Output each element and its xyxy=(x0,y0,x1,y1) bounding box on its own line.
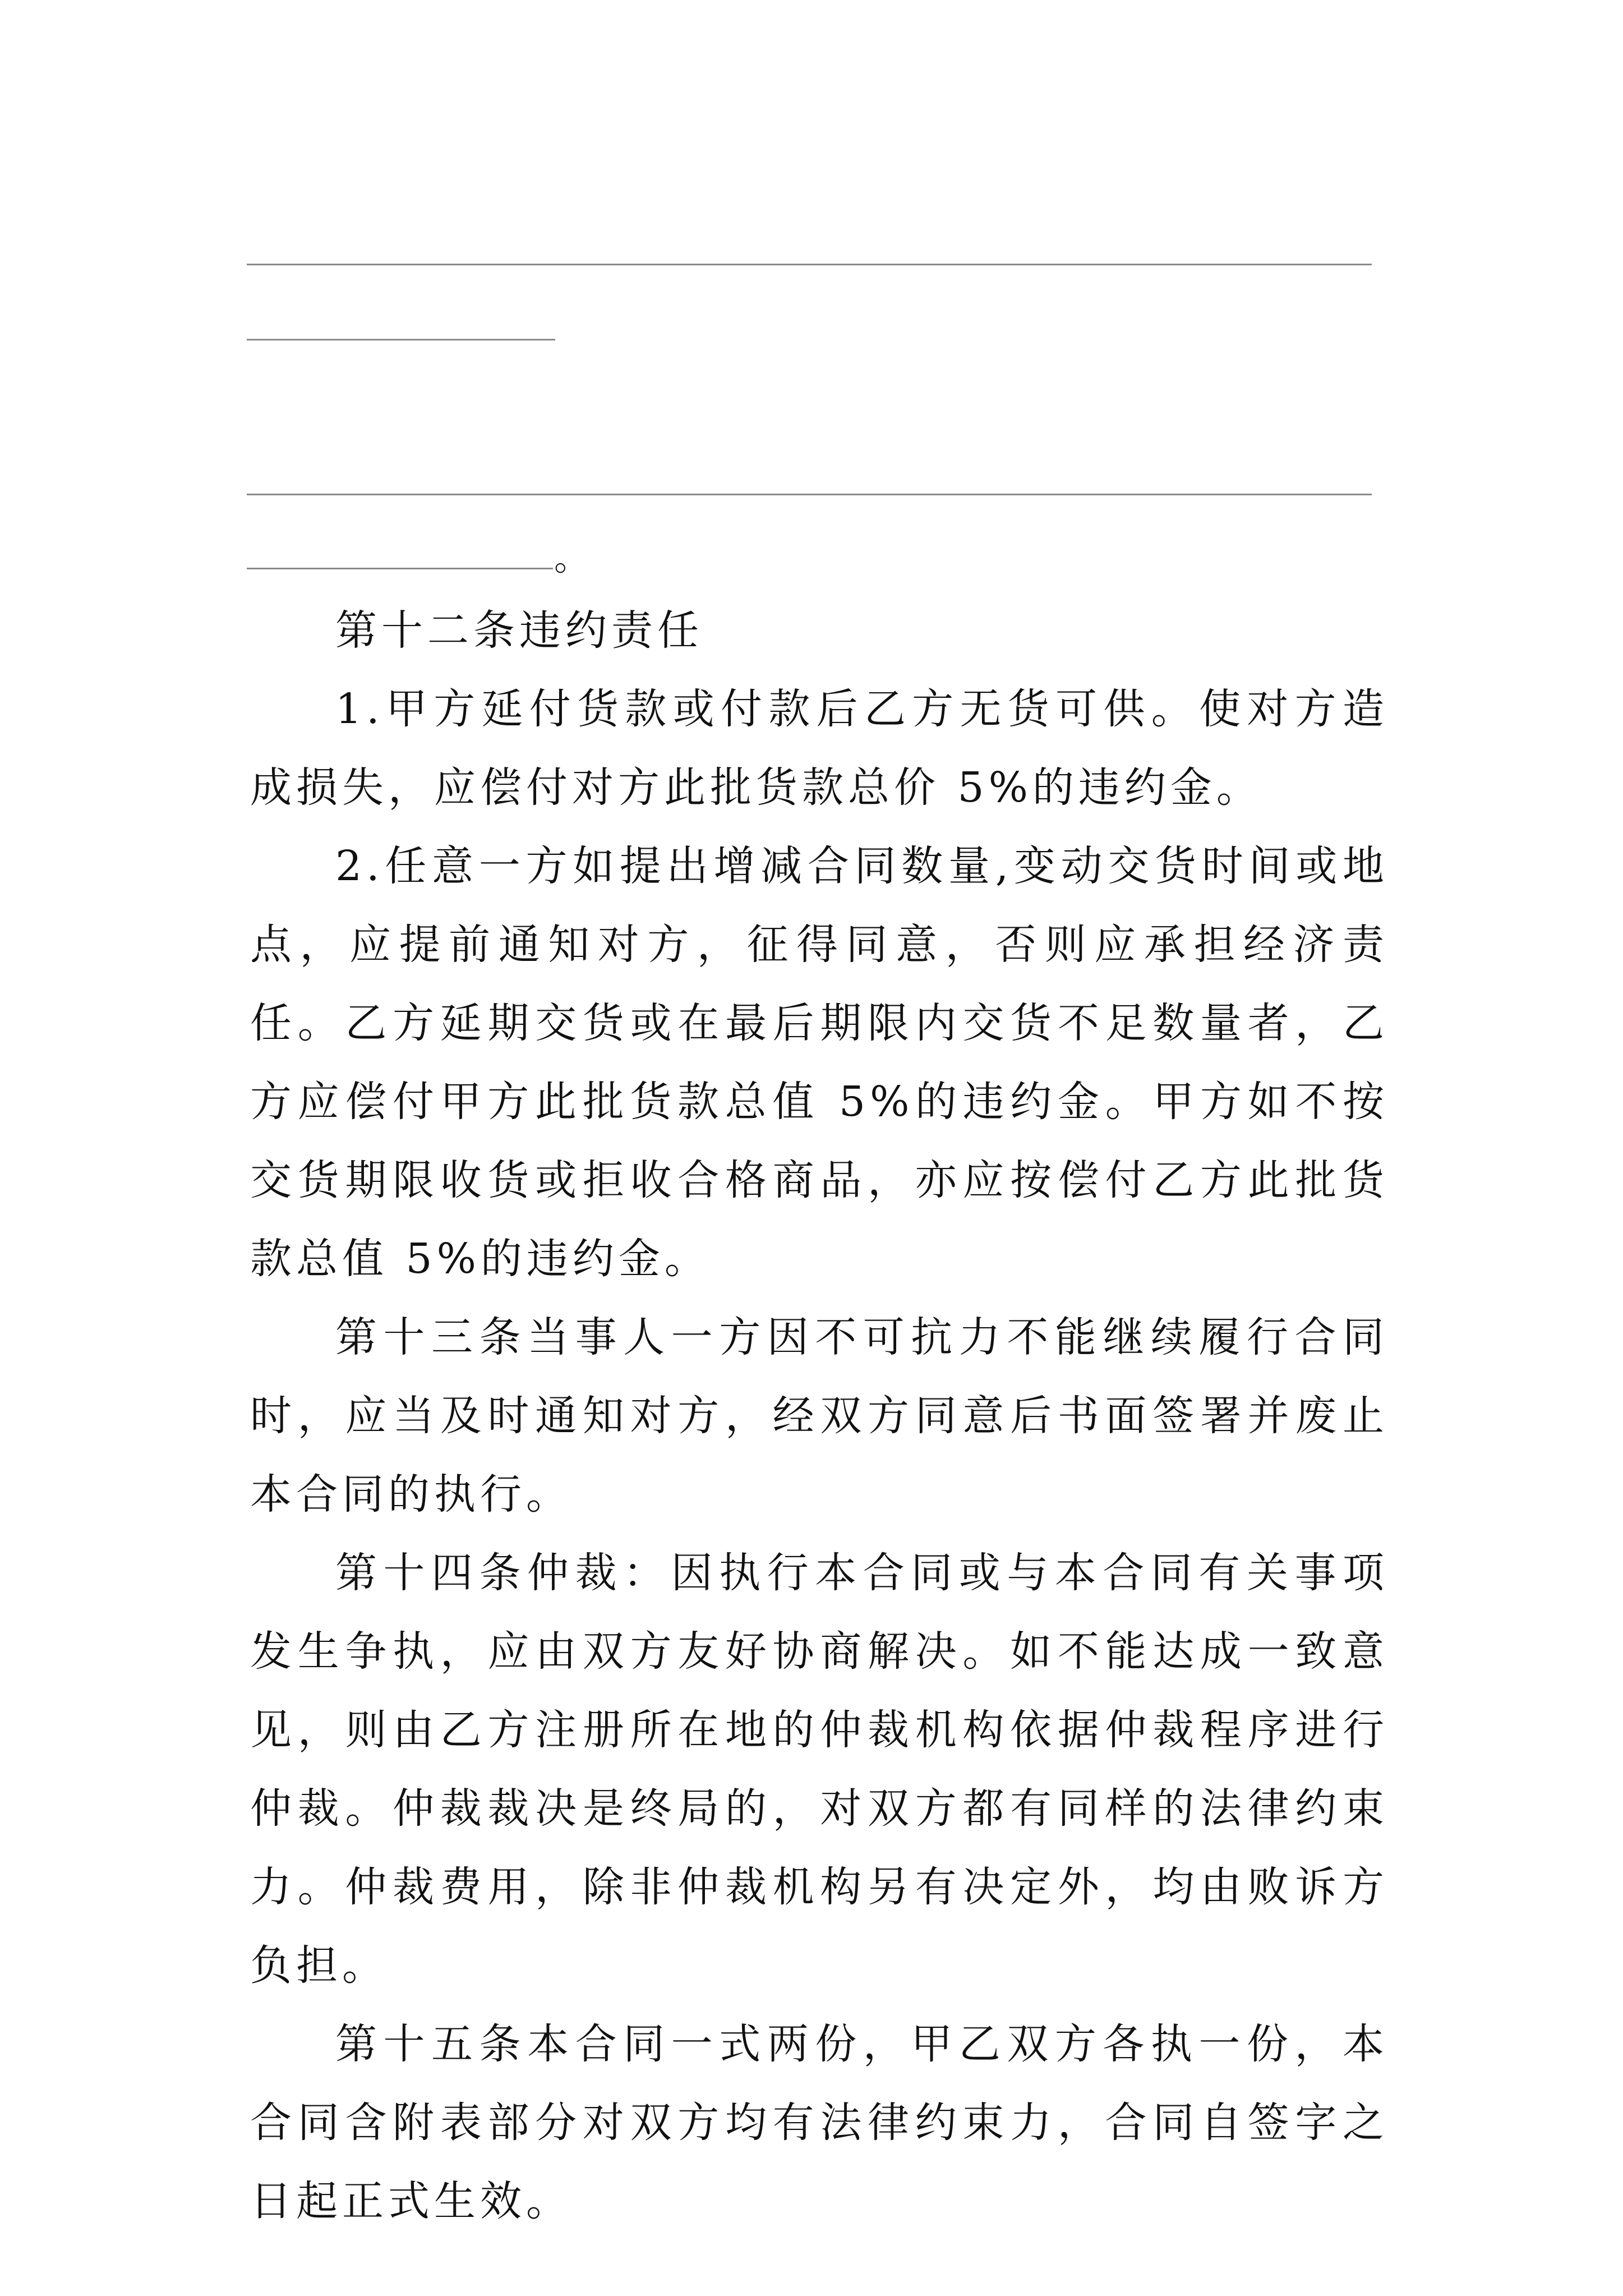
blank-fill-line xyxy=(247,568,553,569)
blank-fill-line xyxy=(247,264,1372,265)
article-14-arbitration: 第十四条仲裁：因执行本合同或与本合同有关事项发生争执，应由双方友好协商解决。如不能达成一致意见，则由乙方注册所在地的仲裁机构依据仲裁程序进行仲裁。仲裁裁决是终局的，对双方都有同样的法律约束力。仲裁费用，除非仲裁机构另有决定外，均由败诉方负担。 xyxy=(250,1549,1389,1990)
contract-body xyxy=(250,591,1389,2240)
blank-end-mark: 。 xyxy=(554,537,589,578)
article-13: 第十三条当事人一方因不可抗力不能继续履行合同时，应当及时通知对方，经双方同意后书面签署并废止本合同的执行。 xyxy=(250,1313,1389,1519)
article-15: 第十五条本合同一式两份，甲乙双方各执一份，本合同含附表部分对双方均有法律约束力，合同自签字之日起正式生效。 xyxy=(250,2020,1389,2225)
blank-fill-line xyxy=(247,339,555,341)
article-12-clause-1: 1.甲方延付货款或付款后乙方无货可供。使对方造成损失，应偿付对方此批货款总价 5%的违约金。 xyxy=(250,685,1389,812)
blank-fill-line xyxy=(247,494,1372,495)
article-12-clause-2: 2.任意一方如提出增减合同数量,变动交货时间或地点，应提前通知对方，征得同意，否则应承担经济责任。乙方延期交货或在最后期限内交货不足数量者，乙方应偿付甲方此批货款总值 5%的违约金。甲方如不按交货期限收货或拒收合格商品，亦应按偿付乙方此批货款总值 5%的违约金。 xyxy=(250,842,1389,1283)
article-12-heading: 第十二条违约责任 xyxy=(335,606,703,655)
